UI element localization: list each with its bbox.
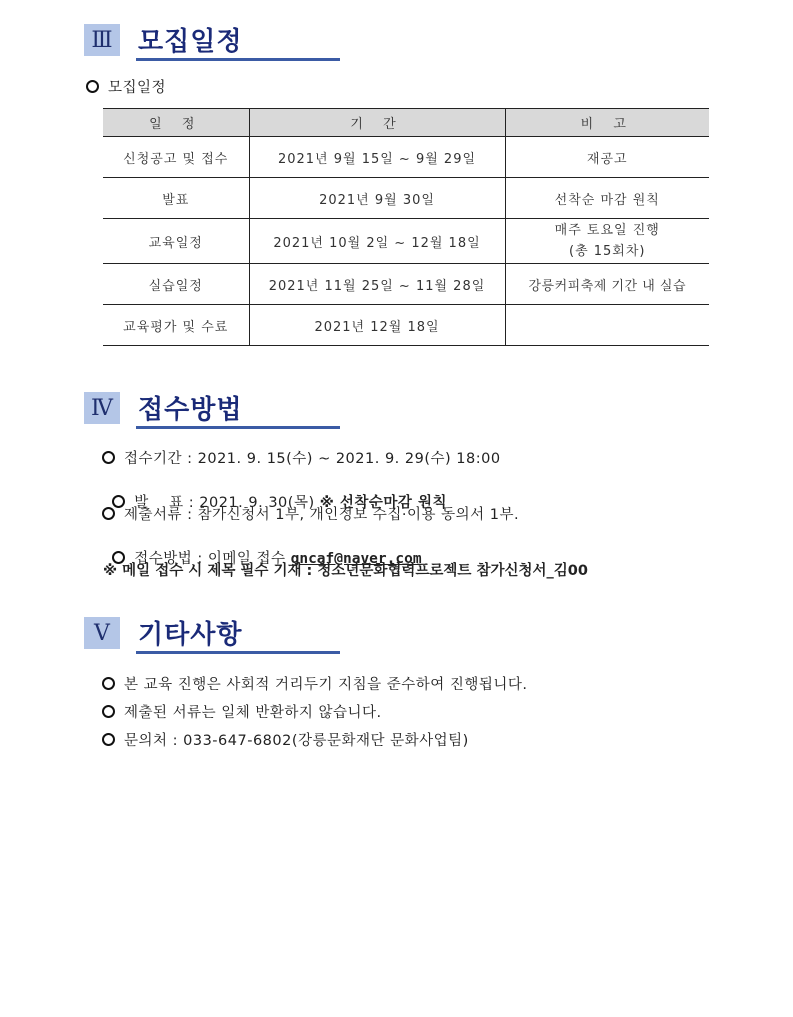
header-cell: 기 간	[249, 109, 505, 137]
list-item-text: 발 표 : 2021. 9. 30(목)	[134, 495, 320, 511]
cell-period: 2021년 11월 25일 ~ 11월 28일	[249, 264, 505, 305]
list-item	[102, 673, 528, 694]
circle-bullet-icon	[102, 507, 115, 520]
list-item-text: 본 교육 진행은 사회적 거리두기 지침을 준수하여 진행됩니다.	[124, 677, 528, 693]
section-header-other	[84, 611, 344, 655]
cell-item: 교육평가 및 수료	[103, 305, 249, 346]
cell-item: 교육일정	[103, 219, 249, 264]
cell-note: 강릉커피축제 기간 내 실습	[505, 264, 709, 305]
cell-note: 재공고	[505, 137, 709, 178]
header-cell: 일 정	[103, 109, 249, 137]
cell-period: 2021년 9월 15일 ~ 9월 29일	[249, 137, 505, 178]
list-item	[102, 729, 469, 750]
circle-bullet-icon	[86, 80, 99, 93]
table-row	[103, 264, 709, 305]
section-title: 모집일정	[138, 27, 243, 57]
table-row	[103, 219, 709, 264]
notice-text: ※ 메일 접수 시 제목 필수 기재 : 청소년문화협력프로젝트 참가신청서_김00	[103, 563, 588, 579]
cell-note: 선착순 마감 원칙	[505, 178, 709, 219]
list-item-emphasis: ※ 선착순마감 원칙	[319, 495, 447, 511]
section-numeral: Ⅳ	[84, 392, 120, 424]
cell-period: 2021년 9월 30일	[249, 178, 505, 219]
cell-note-line: (총 15회차)	[569, 244, 646, 259]
list-item-text: 제출서류 : 참가신청서 1부, 개인정보 수집·이용 동의서 1부.	[124, 507, 520, 523]
table-row	[103, 305, 709, 346]
email-link[interactable]: gncaf@naver.com	[290, 551, 422, 567]
list-item	[102, 701, 382, 722]
table-row	[103, 137, 709, 178]
section-numeral: Ⅲ	[84, 24, 120, 56]
section-numeral: Ⅴ	[84, 617, 120, 649]
cell-item: 실습일정	[103, 264, 249, 305]
title-underline	[136, 426, 340, 429]
cell-note-line: 매주 토요일 진행	[554, 223, 660, 238]
cell-note	[505, 219, 709, 264]
cell-note	[505, 305, 709, 346]
cell-period: 2021년 10월 2일 ~ 12월 18일	[249, 219, 505, 264]
title-underline	[136, 651, 340, 654]
circle-bullet-icon	[102, 451, 115, 464]
circle-bullet-icon	[102, 677, 115, 690]
cell-item: 신청공고 및 접수	[103, 137, 249, 178]
cell-period: 2021년 12월 18일	[249, 305, 505, 346]
cell-item: 발표	[103, 178, 249, 219]
list-item-text: 접수방법 : 이메일 접수	[134, 551, 291, 567]
list-item	[102, 503, 519, 524]
list-item-text: 제출된 서류는 일체 반환하지 않습니다.	[124, 705, 382, 721]
section-header-application	[84, 386, 344, 430]
circle-bullet-icon	[102, 705, 115, 718]
section-title: 기타사항	[138, 620, 243, 650]
table-row	[103, 178, 709, 219]
section-title: 접수방법	[138, 395, 243, 425]
circle-bullet-icon	[102, 733, 115, 746]
schedule-table	[103, 108, 709, 346]
subheading-text: 모집일정	[108, 80, 167, 96]
title-underline	[136, 58, 340, 61]
schedule-subheading	[86, 76, 166, 97]
list-item-text: 문의처 : 033-647-6802(강릉문화재단 문화사업팀)	[124, 733, 469, 749]
list-item	[102, 447, 501, 468]
section-header-schedule	[84, 18, 344, 62]
table-header-row	[103, 109, 709, 137]
header-cell: 비 고	[505, 109, 709, 137]
list-item-text: 접수기간 : 2021. 9. 15(수) ~ 2021. 9. 29(수) 18:00	[124, 451, 501, 467]
